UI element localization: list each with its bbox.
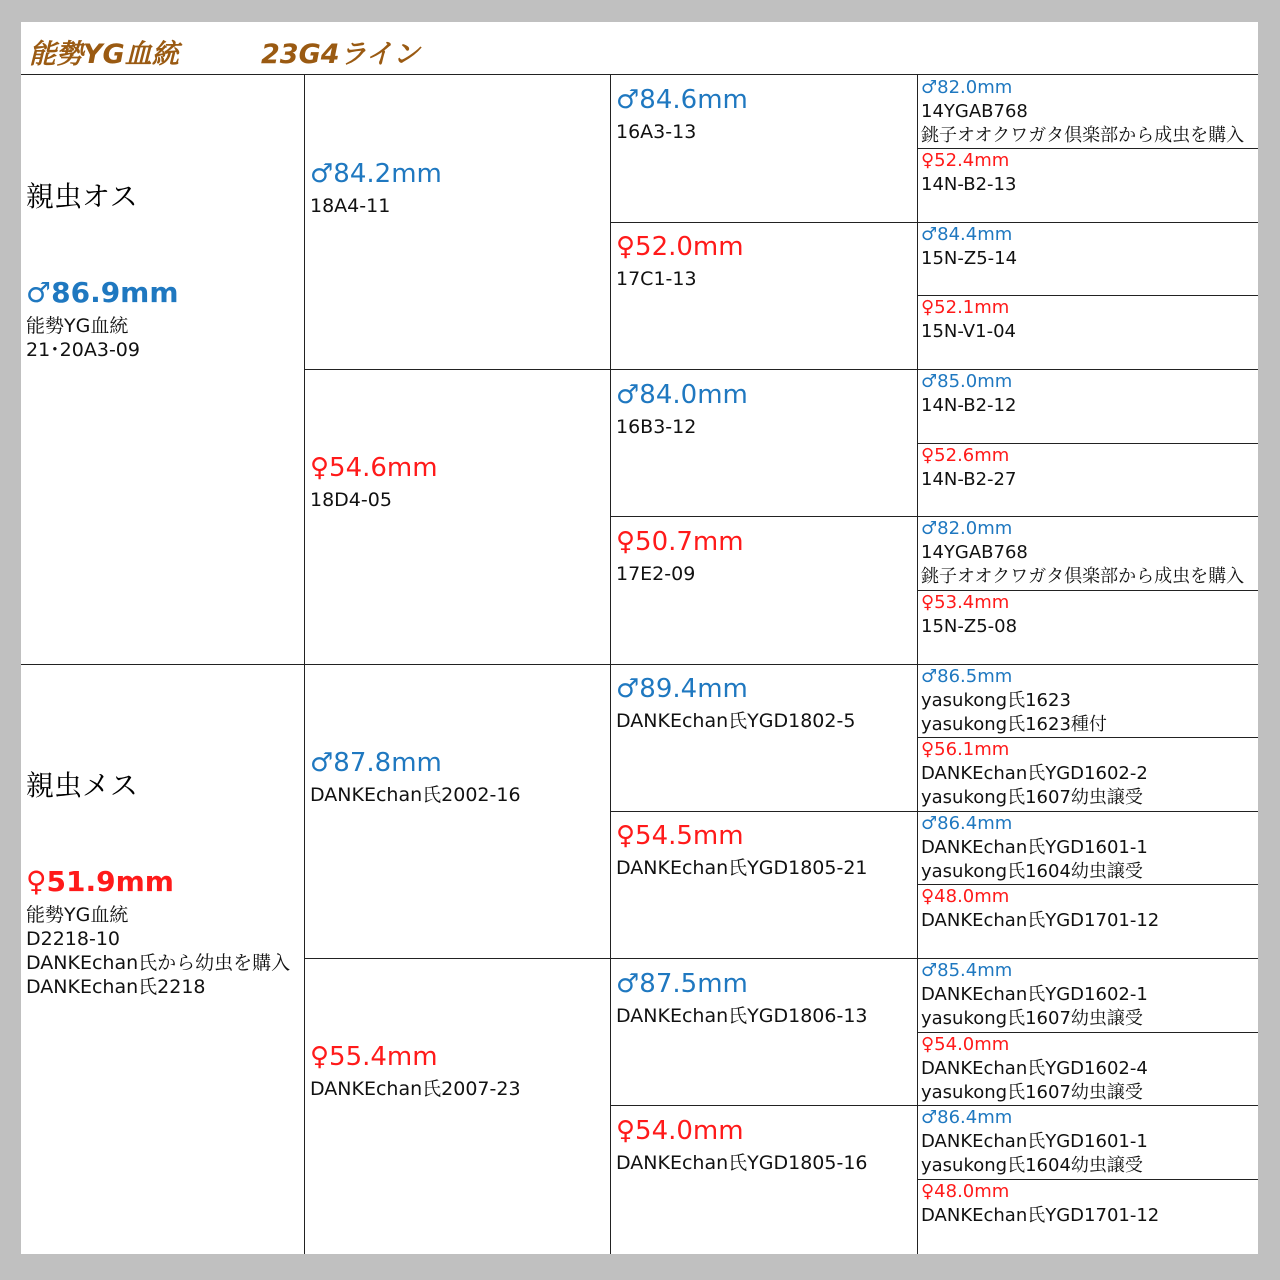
g3-size-1: ♂84.6mm xyxy=(616,85,748,115)
g4-size-10: ♀56.1mm xyxy=(921,739,1010,760)
dam-line-2: D2218-10 xyxy=(26,928,121,950)
g3-cell-8 xyxy=(616,1115,868,1175)
dam-mother-id: DANKEchan氏2007-23 xyxy=(310,1078,521,1100)
g3-id-1: 16A3-13 xyxy=(616,121,697,143)
g3-cell-1 xyxy=(616,84,748,144)
sire-size: ♂86.9mm xyxy=(26,276,179,309)
g4-cell-3 xyxy=(921,223,1017,271)
g4-line-9b: yasukong氏1623種付 xyxy=(921,714,1107,735)
g4-line-15b: yasukong氏1604幼虫譲受 xyxy=(921,1155,1143,1176)
sire-cell xyxy=(26,180,179,362)
g4-cell-15 xyxy=(921,1106,1148,1178)
row-divider-g2-top xyxy=(304,369,1258,370)
g3-cell-2 xyxy=(616,231,744,291)
g4-size-2: ♀52.4mm xyxy=(921,150,1010,171)
g4-line-1b: 銚子オオクワガタ倶楽部から成虫を購入 xyxy=(921,125,1245,146)
g3-id-6: DANKEchan氏YGD1805-21 xyxy=(616,857,868,879)
sire-father-size: ♂84.2mm xyxy=(310,159,442,189)
g4-cell-4 xyxy=(921,296,1016,344)
g4-cell-2 xyxy=(921,149,1016,197)
g3-cell-5 xyxy=(616,673,855,733)
g4-line-16a: DANKEchan氏YGD1701-12 xyxy=(921,1205,1160,1226)
dam-father-cell xyxy=(310,747,521,807)
g3-size-2: ♀52.0mm xyxy=(616,232,744,262)
g4-cell-1 xyxy=(921,76,1244,148)
g4-line-13a: DANKEchan氏YGD1602-1 xyxy=(921,984,1148,1005)
g4-line-7a: 14YGAB768 xyxy=(921,542,1028,563)
g4-size-15: ♂86.4mm xyxy=(921,1107,1013,1128)
dam-mother-cell xyxy=(310,1041,521,1101)
g4-line-5a: 14N-B2-12 xyxy=(921,395,1017,416)
g3-size-5: ♂89.4mm xyxy=(616,674,748,704)
g3-cell-7 xyxy=(616,968,868,1028)
g4-cell-11 xyxy=(921,812,1148,884)
pedigree-sheet xyxy=(21,22,1258,1254)
g3-size-6: ♀54.5mm xyxy=(616,821,744,851)
g4-line-10a: DANKEchan氏YGD1602-2 xyxy=(921,763,1148,784)
g3-id-2: 17C1-13 xyxy=(616,268,697,290)
g3-size-7: ♂87.5mm xyxy=(616,969,748,999)
g3-cell-4 xyxy=(616,526,744,586)
g4-size-6: ♀52.6mm xyxy=(921,445,1010,466)
g3-size-3: ♂84.0mm xyxy=(616,380,748,410)
g4-cell-14 xyxy=(921,1033,1148,1105)
g4-line-12a: DANKEchan氏YGD1701-12 xyxy=(921,910,1160,931)
g4-size-7: ♂82.0mm xyxy=(921,518,1013,539)
dam-line-4: DANKEchan氏2218 xyxy=(26,976,206,998)
g4-size-13: ♂85.4mm xyxy=(921,960,1013,981)
g4-line-4a: 15N-V1-04 xyxy=(921,321,1016,342)
g4-cell-12 xyxy=(921,885,1159,933)
g4-line-14a: DANKEchan氏YGD1602-4 xyxy=(921,1058,1148,1079)
g3-id-8: DANKEchan氏YGD1805-16 xyxy=(616,1152,868,1174)
g4-cell-5 xyxy=(921,370,1016,418)
g3-id-4: 17E2-09 xyxy=(616,563,696,585)
g4-cell-8 xyxy=(921,591,1017,639)
g4-size-9: ♂86.5mm xyxy=(921,666,1013,687)
g3-cell-3 xyxy=(616,379,748,439)
sire-label: 親虫オス xyxy=(26,180,138,213)
sire-father-id: 18A4-11 xyxy=(310,195,391,217)
g4-size-12: ♀48.0mm xyxy=(921,886,1010,907)
g4-line-14b: yasukong氏1607幼虫譲受 xyxy=(921,1082,1143,1103)
sire-mother-id: 18D4-05 xyxy=(310,489,392,511)
g4-size-4: ♀52.1mm xyxy=(921,297,1010,318)
g3-id-5: DANKEchan氏YGD1802-5 xyxy=(616,710,856,732)
g4-cell-9 xyxy=(921,665,1107,737)
g4-size-14: ♀54.0mm xyxy=(921,1034,1010,1055)
g4-size-11: ♂86.4mm xyxy=(921,813,1013,834)
g4-line-11b: yasukong氏1604幼虫譲受 xyxy=(921,861,1143,882)
g4-line-11a: DANKEchan氏YGD1601-1 xyxy=(921,837,1148,858)
g4-line-7b: 銚子オオクワガタ倶楽部から成虫を購入 xyxy=(921,566,1245,587)
g4-cell-10 xyxy=(921,738,1148,810)
dam-father-size: ♂87.8mm xyxy=(310,748,442,778)
sire-mother-cell xyxy=(310,452,438,512)
g3-size-8: ♀54.0mm xyxy=(616,1116,744,1146)
dam-label: 親虫メス xyxy=(26,769,139,802)
dam-line-1: 能勢YG血統 xyxy=(26,904,129,926)
g4-line-6a: 14N-B2-27 xyxy=(921,469,1017,490)
g4-cell-13 xyxy=(921,959,1148,1031)
g4-line-2a: 14N-B2-13 xyxy=(921,174,1017,195)
g4-cell-6 xyxy=(921,444,1016,492)
g3-size-4: ♀50.7mm xyxy=(616,527,744,557)
dam-father-id: DANKEchan氏2002-16 xyxy=(310,784,521,806)
g4-line-9a: yasukong氏1623 xyxy=(921,690,1071,711)
bloodline-title: 能勢YG血統 xyxy=(29,39,179,70)
dam-cell xyxy=(26,769,290,999)
dam-size: ♀51.9mm xyxy=(26,865,174,898)
g3-cell-6 xyxy=(616,820,868,880)
g4-cell-16 xyxy=(921,1180,1159,1228)
g4-line-15a: DANKEchan氏YGD1601-1 xyxy=(921,1131,1148,1152)
g3-id-3: 16B3-12 xyxy=(616,416,697,438)
sire-mother-size: ♀54.6mm xyxy=(310,453,438,483)
g4-line-8a: 15N-Z5-08 xyxy=(921,616,1018,637)
sire-line-2: 21･20A3-09 xyxy=(26,339,140,361)
g4-size-16: ♀48.0mm xyxy=(921,1181,1010,1202)
g4-size-5: ♂85.0mm xyxy=(921,371,1013,392)
g4-size-8: ♀53.4mm xyxy=(921,592,1010,613)
g4-cell-7 xyxy=(921,517,1244,589)
line-title: 23G4ライン xyxy=(261,39,420,70)
g4-size-3: ♂84.4mm xyxy=(921,224,1013,245)
sire-father-cell xyxy=(310,158,442,218)
dam-line-3: DANKEchan氏から幼虫を購入 xyxy=(26,952,291,974)
g3-id-7: DANKEchan氏YGD1806-13 xyxy=(616,1005,868,1027)
g4-line-1a: 14YGAB768 xyxy=(921,101,1028,122)
sire-line-1: 能勢YG血統 xyxy=(26,315,129,337)
g4-size-1: ♂82.0mm xyxy=(921,77,1013,98)
g4-line-3a: 15N-Z5-14 xyxy=(921,248,1018,269)
g4-line-10b: yasukong氏1607幼虫譲受 xyxy=(921,787,1143,808)
title-bar xyxy=(21,22,1258,75)
g4-line-13b: yasukong氏1607幼虫譲受 xyxy=(921,1008,1143,1029)
dam-mother-size: ♀55.4mm xyxy=(310,1042,438,1072)
